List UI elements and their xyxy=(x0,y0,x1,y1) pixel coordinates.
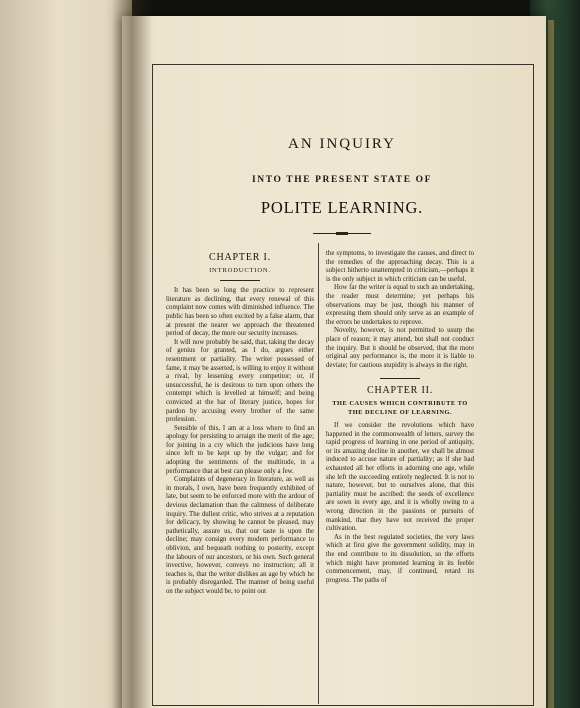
chapter-1-subheading: INTRODUCTION. xyxy=(209,266,271,274)
paragraph: It has been so long the practice to represent literature as declining, that every renewal of this complaint now comes with diminished influence. The public has been so often excited by a false alarm, that at present the nearer we approach the threatened period of decay, the more our security increases. xyxy=(166,287,314,338)
title-line-3: POLITE LEARNING. xyxy=(260,198,424,217)
section-rule xyxy=(380,378,420,379)
paragraph: How far the writer is equal to such an undertaking, the reader must determine; yet perhaps his observations may be just, though his manner of expressing them should only serve as an example of the errors he undertakes to reprove. xyxy=(326,284,474,326)
chapter-1-rule xyxy=(220,280,260,281)
book-gutter-shadow xyxy=(112,0,152,708)
paragraph: Complaints of degeneracy in literature, as well as in morals, I own, have been frequently exhibited of late, but seem to be enforced more with the ardour of devious declamation than the calmness of deliberate inquiry. The dullest critic, who strives at a reputation for delicacy, by showing he cannot be pleased, may pathetically, assure us, that our taste is upon the decline; may consign every modern performance to oblivion, and bequeath nothing to posterity, except the labours of our ancestors, or his own. Such general invective, however, conveys no instruction; all it teaches is, that the writer dislikes an age by which he is probably disregarded. The manner of being useful on the subject would be, to point out xyxy=(166,476,314,595)
chapter-2-heading: CHAPTER II. xyxy=(366,385,434,397)
left-text-column xyxy=(166,250,314,597)
cover-gilt-edge xyxy=(548,20,554,708)
chapter-2-subheading: THE CAUSES WHICH CONTRIBUTE TO THE DECLINE OF LEARNING. xyxy=(332,399,468,416)
title-ornament-rule xyxy=(313,233,371,234)
paragraph: If we consider the revolutions which have happened in the commonwealth of letters, survey the rapid progress of learning in one period of antiquity, or its amazing decline in another, we shall be almost induced to accuse nature of partiality; as if she had exhausted all her efforts in adorning one age, while she left the succeeding entirely neglected. It is not to nature, however, but to ourselves alone, that this partiality must be ascribed: the seeds of excellence are sown in every age, and it is wholly owing to a wrong direction in the passions or pursuits of mankind, that they have not received the proper cultivation. xyxy=(326,422,474,533)
paragraph: the symptoms, to investigate the causes, and direct to the remedies of the approaching decay. This is a subject hitherto unattempted in criticism,—perhaps it is the only subject in which criticism can be useful. xyxy=(326,250,474,283)
paragraph: As in the best regulated societies, the very laws which at first give the government solidity, may in the end contribute to its dissolution, so the efforts which might have promoted learning in its feeble commencement, may, if continued, retard its progress. The paths of xyxy=(326,533,474,584)
paragraph: Novelty, however, is not permitted to usurp the place of reason; it may attend, but shall not conduct the inquiry. But it should be observed, that the more original any performance is, the more it is liable to deviate; for cautious stupidity is always in the right. xyxy=(326,327,474,369)
chapter-1-heading: CHAPTER I. xyxy=(209,252,271,263)
title-line-2: INTO THE PRESENT STATE OF xyxy=(251,175,433,185)
right-text-column xyxy=(326,250,474,585)
paragraph: It will now probably be said, that, taking the decay of genius for granted, as I do, argues either resentment or partiality. The writer possessed of fame, it may be asserted, is willing to enjoy it without a rival, by lessening every competitor; or, if unsuccessful, he is desirous to turn upon others the contempt which is levelled at himself; and being convicted at the bar of literary justice, hopes for pardon by accusing every brother of the same profession. xyxy=(166,338,314,424)
column-divider xyxy=(318,243,319,704)
paragraph: Sensible of this, I am at a loss where to find an apology for persisting to arraign the merit of the age; for joining in a cry which the judicious have long since left to be kept up by the vulgar; and for adopting the sentiments of the multitude, in a performance that at best can please only a few. xyxy=(166,424,314,475)
title-line-1: AN INQUIRY xyxy=(288,136,396,152)
